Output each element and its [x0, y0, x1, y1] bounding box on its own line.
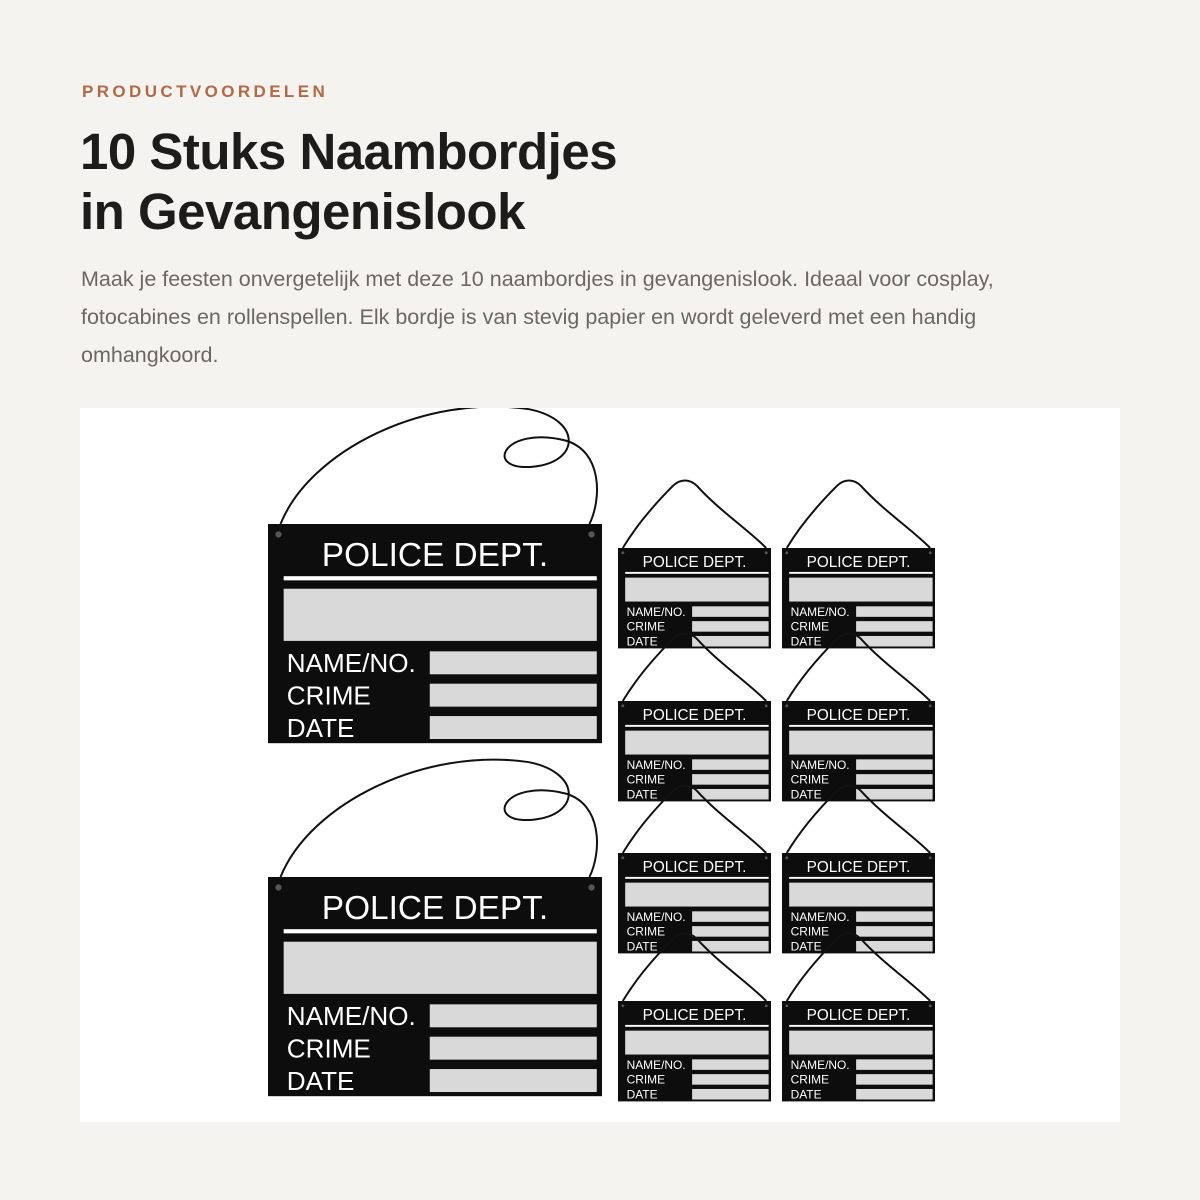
field-label: DATE: [286, 712, 355, 743]
field-label: DATE: [790, 787, 822, 802]
field-label: NAME/NO.: [790, 604, 850, 619]
field-box: [856, 926, 933, 937]
hole: [275, 884, 281, 890]
field-label: DATE: [626, 1087, 658, 1102]
sign-header-text: POLICE DEPT.: [806, 554, 911, 572]
field-box: [856, 759, 933, 770]
police-sign: [618, 785, 771, 953]
field-label: DATE: [626, 939, 658, 954]
field-label: NAME/NO.: [626, 757, 686, 772]
field-label: NAME/NO.: [790, 909, 850, 924]
field-label: CRIME: [626, 772, 666, 787]
field-box: [856, 1089, 933, 1100]
field-box: [692, 926, 769, 937]
header-underline: [625, 1025, 768, 1027]
field-label: DATE: [286, 1065, 355, 1096]
header-underline: [789, 725, 932, 727]
field-box: [692, 759, 769, 770]
hanging-cord: [281, 408, 597, 524]
hanging-cord: [623, 480, 766, 548]
field-label: NAME/NO.: [626, 1057, 686, 1072]
field-label: NAME/NO.: [790, 757, 850, 772]
field-label: CRIME: [626, 924, 666, 939]
field-label: NAME/NO.: [790, 1057, 850, 1072]
title-line-1: 10 Stuks Naambordjes: [80, 123, 618, 180]
photo-field: [625, 1031, 768, 1055]
hole: [929, 704, 932, 707]
header-underline: [625, 877, 768, 879]
field-box: [856, 774, 933, 785]
sign-header-text: POLICE DEPT.: [642, 859, 747, 877]
police-sign: [268, 408, 602, 743]
sign-header-text: POLICE DEPT.: [321, 889, 549, 927]
field-label: DATE: [626, 634, 658, 649]
field-box: [430, 716, 597, 739]
hole: [785, 704, 788, 707]
header-underline: [625, 725, 768, 727]
sign-header-text: POLICE DEPT.: [642, 554, 747, 572]
photo-field: [284, 589, 597, 641]
photo-field: [789, 1031, 932, 1055]
sign-header-text: POLICE DEPT.: [806, 707, 911, 725]
field-label: DATE: [790, 634, 822, 649]
field-box: [430, 1069, 597, 1092]
hole: [765, 551, 768, 554]
field-label: CRIME: [286, 1033, 371, 1064]
field-label: DATE: [626, 787, 658, 802]
photo-field: [789, 731, 932, 755]
sign-header-text: POLICE DEPT.: [806, 859, 911, 877]
photo-field: [625, 883, 768, 907]
field-box: [692, 621, 769, 632]
page-title: [80, 122, 980, 242]
field-label: CRIME: [790, 1072, 830, 1087]
field-box: [856, 911, 933, 922]
police-sign: [618, 933, 771, 1101]
field-label: NAME/NO.: [286, 1001, 416, 1032]
police-sign: [618, 633, 771, 801]
header-underline: [284, 576, 597, 580]
product-description: Maak je feesten onvergetelijk met deze 10 naambordjes in gevangenislook. Ideaal voor cosplay, fotocabines en rollenspellen. Elk bordje is van stevig papier en wordt geleverd met een handig omhangkoord.: [81, 267, 994, 367]
hole: [765, 856, 768, 859]
field-box: [856, 606, 933, 617]
hole: [929, 856, 932, 859]
field-label: NAME/NO.: [286, 648, 416, 679]
hole: [621, 1004, 624, 1007]
hole: [621, 551, 624, 554]
field-label: NAME/NO.: [626, 909, 686, 924]
field-box: [692, 911, 769, 922]
hanging-cord: [281, 760, 597, 877]
hole: [929, 551, 932, 554]
header-underline: [789, 877, 932, 879]
product-image: [80, 408, 1120, 1122]
header-underline: [789, 1025, 932, 1027]
field-box: [430, 651, 597, 674]
field-box: [692, 774, 769, 785]
photo-field: [789, 883, 932, 907]
field-box: [430, 1004, 597, 1027]
photo-field: [625, 578, 768, 602]
hole: [275, 531, 281, 537]
hole: [588, 884, 594, 890]
sign-header-text: POLICE DEPT.: [321, 536, 549, 574]
field-label: CRIME: [626, 1072, 666, 1087]
field-box: [692, 1059, 769, 1070]
hole: [785, 856, 788, 859]
field-box: [430, 1037, 597, 1060]
field-label: NAME/NO.: [626, 604, 686, 619]
police-sign: [618, 480, 771, 648]
photo-field: [284, 942, 597, 994]
header-underline: [284, 929, 597, 933]
field-label: DATE: [790, 939, 822, 954]
header-underline: [789, 572, 932, 574]
field-label: CRIME: [790, 619, 830, 634]
photo-field: [625, 731, 768, 755]
sign-header-text: POLICE DEPT.: [642, 1007, 747, 1025]
field-box: [692, 1089, 769, 1100]
header-underline: [625, 572, 768, 574]
hole: [588, 531, 594, 537]
field-box: [856, 1074, 933, 1085]
field-box: [692, 606, 769, 617]
field-label: DATE: [790, 1087, 822, 1102]
field-box: [692, 1074, 769, 1085]
field-label: CRIME: [790, 924, 830, 939]
field-box: [430, 684, 597, 707]
hole: [929, 1004, 932, 1007]
field-label: CRIME: [790, 772, 830, 787]
police-sign: [782, 633, 935, 801]
sign-header-text: POLICE DEPT.: [806, 1007, 911, 1025]
police-sign: [782, 480, 935, 648]
sign-header-text: POLICE DEPT.: [642, 707, 747, 725]
hole: [621, 704, 624, 707]
police-sign: [782, 785, 935, 953]
hole: [785, 551, 788, 554]
field-label: CRIME: [626, 619, 666, 634]
hole: [765, 704, 768, 707]
field-label: CRIME: [286, 680, 371, 711]
field-box: [856, 1059, 933, 1070]
field-box: [856, 621, 933, 632]
name-signs-illustration: [80, 408, 1120, 1122]
title-line-2: in Gevangenislook: [80, 183, 525, 240]
police-sign: [268, 760, 602, 1097]
eyebrow-label: PRODUCTVOORDELEN: [82, 82, 329, 101]
hole: [765, 1004, 768, 1007]
photo-field: [789, 578, 932, 602]
hanging-cord: [787, 480, 930, 548]
police-sign: [782, 933, 935, 1101]
hole: [621, 856, 624, 859]
hole: [785, 1004, 788, 1007]
